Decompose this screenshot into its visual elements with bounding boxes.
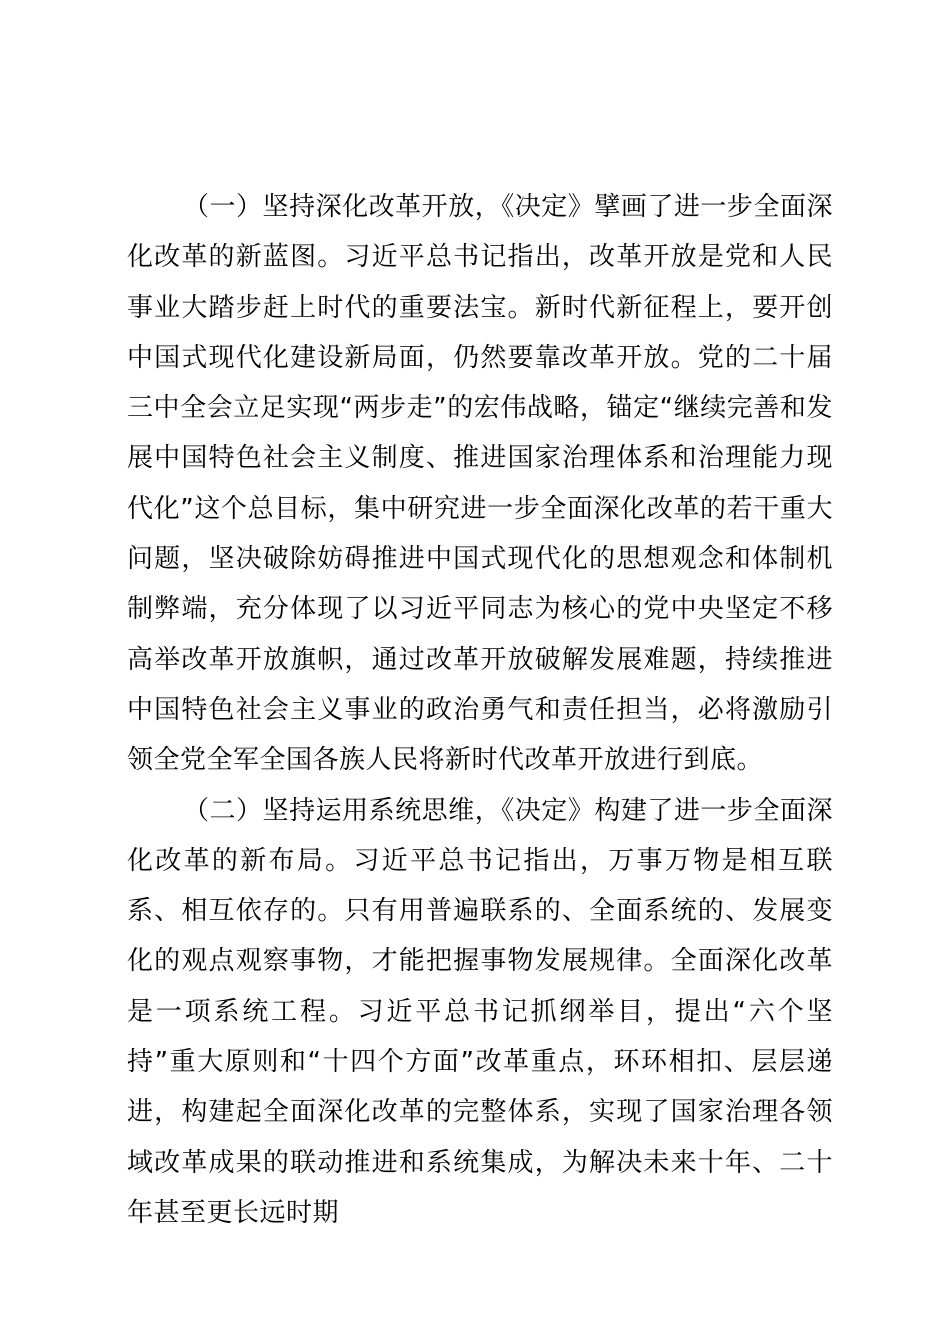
paragraph-one: （一）坚持深化改革开放，《决定》擘画了进一步全面深化改革的新蓝图。习近平总书记指出，改革开放是党和人民事业大踏步赶上时代的重要法宝。新时代新征程上，要开创中国式现代化建设新局面，仍然要靠改革开放。党的二十届三中全会立足实现“两步走”的宏伟战略，锚定“继续完善和发展中国特色社会主义制度、推进国家治理体系和治理能力现代化”这个总目标，集中研究进一步全面深化改革的若干重大问题，坚决破除妨碍推进中国式现代化的思想观念和体制机制弊端，充分体现了以习近平同志为核心的党中央坚定不移高举改革开放旗帜，通过改革开放破解发展难题，持续推进中国特色社会主义事业的政治勇气和责任担当，必将激励引领全党全军全国各族人民将新时代改革开放进行到底。 xyxy=(127,192,833,776)
paragraph-two: （二）坚持运用系统思维，《决定》构建了进一步全面深化改革的新布局。习近平总书记指出，万事万物是相互联系、相互依存的。只有用普遍联系的、全面系统的、发展变化的观点观察事物，才能把握事物发展规律。全面深化改革是一项系统工程。习近平总书记抓纲举目，提出“六个坚持”重大原则和“十四个方面”改革重点，环环相扣、层层递进，构建起全面深化改革的完整体系，实现了国家治理各领域改革成果的联动推进和系统集成，为解决未来十年、二十年甚至更长远时期 xyxy=(127,795,833,1228)
body-text xyxy=(127,182,833,1238)
